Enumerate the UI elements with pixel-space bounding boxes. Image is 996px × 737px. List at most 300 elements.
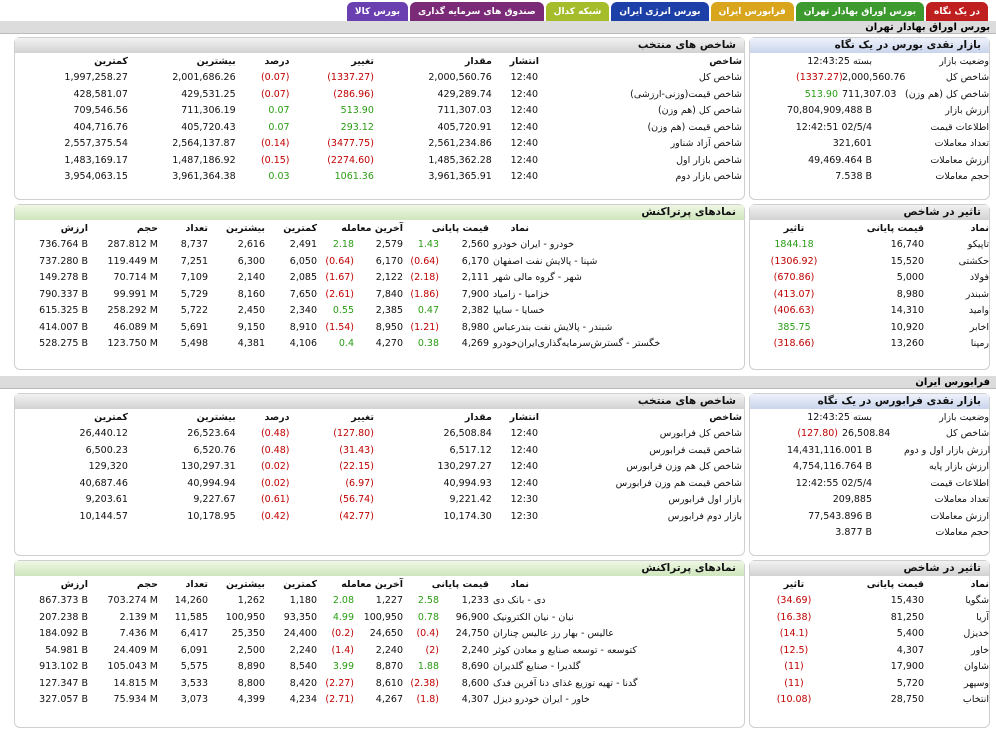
cell: 40,687.46	[79, 477, 128, 489]
value: 7.538 B	[835, 171, 873, 183]
cell: (2.38)	[410, 677, 439, 689]
impact-value: (14.1)	[779, 628, 809, 640]
cell: (22.15)	[339, 461, 374, 473]
header-row	[15, 220, 746, 237]
cell: 12:40	[510, 154, 539, 166]
cell: 129,320	[88, 461, 128, 473]
cell: 2.58	[417, 595, 439, 607]
cell: 1,180	[289, 595, 317, 607]
label: ارزش معاملات	[930, 510, 990, 522]
overview-row	[750, 136, 991, 153]
cell: 100,950	[363, 611, 403, 623]
cell: شاخص بازار دوم	[675, 171, 742, 183]
index-row[interactable]	[15, 119, 744, 136]
cell: شاخص کل فرابورس	[659, 428, 742, 440]
label: وضعیت بازار	[939, 55, 990, 67]
cell: 6,300	[237, 255, 265, 267]
impact-value: (11)	[784, 677, 804, 689]
traded-row[interactable]	[15, 609, 746, 626]
cell: 12:40	[510, 138, 539, 150]
cell: 0.07	[268, 105, 290, 117]
overview-row	[750, 426, 991, 443]
symbol: شگویا	[965, 595, 989, 607]
impact-row[interactable]	[750, 270, 991, 287]
section-title-ifb: فرابورس ایران	[0, 376, 996, 389]
change-value: (1337.27)	[796, 72, 843, 84]
cell: 5,729	[180, 288, 208, 300]
close-price: 10,920	[890, 321, 924, 333]
cell: 8,980	[461, 321, 489, 333]
value: 12:43:25 بسته	[807, 411, 873, 423]
cell: 24,650	[369, 628, 403, 640]
cell: 1.43	[417, 239, 439, 251]
cell: دی - بانک دی	[493, 595, 546, 607]
symbol: شاوان	[963, 661, 989, 673]
cell: 8,540	[289, 661, 317, 673]
close-price: 5,720	[896, 677, 924, 689]
cell: 70.714 M	[113, 272, 158, 284]
impact-value: (12.5)	[779, 644, 809, 656]
cell: (1.67)	[325, 272, 354, 284]
panel-title: شاخص های منتخب	[15, 38, 744, 53]
symbol: شبندر	[965, 288, 989, 300]
cell: 105.043 M	[107, 661, 158, 673]
cell: شاخص کل	[698, 72, 742, 84]
overview-row	[750, 86, 991, 103]
cell: 2,450	[237, 305, 265, 317]
cell: 8,160	[237, 288, 265, 300]
impact-row[interactable]	[750, 237, 991, 254]
traded-row[interactable]	[15, 692, 746, 709]
symbol: تاپیکو	[967, 239, 989, 251]
traded-row[interactable]	[15, 237, 746, 254]
cell: (2.27)	[325, 677, 354, 689]
impact-row[interactable]	[750, 303, 991, 320]
cell: شاخص قیمت(وزنی-ارزشی)	[630, 88, 742, 100]
cell: 0.07	[268, 121, 290, 133]
index-row[interactable]	[15, 475, 744, 492]
cell: 9,150	[237, 321, 265, 333]
cell: 2.139 M	[119, 611, 158, 623]
col-header: تاثیر	[783, 578, 805, 590]
cell: (56.74)	[339, 494, 374, 506]
header-row	[15, 53, 744, 70]
impact-value: (670.86)	[773, 272, 815, 284]
cell: 8,800	[237, 677, 265, 689]
cell: 207.238 B	[39, 611, 88, 623]
cell: (0.02)	[260, 461, 290, 473]
cell: 5,498	[180, 338, 208, 350]
col-header: کمترین	[283, 222, 317, 234]
cell: 0.03	[268, 171, 290, 183]
index-row[interactable]	[15, 86, 744, 103]
col-header: درصد	[264, 411, 290, 423]
cell: 12:40	[510, 88, 539, 100]
traded-row[interactable]	[15, 336, 746, 353]
cell: شبندر - پالایش نفت بندرعباس	[493, 321, 613, 333]
impact-row[interactable]	[750, 626, 991, 643]
cell: 9,227.67	[193, 494, 236, 506]
section-title-tse: بورس اوراق بهادار تهران	[0, 21, 996, 34]
overview-row	[750, 409, 991, 426]
impact-value: (318.66)	[773, 338, 815, 350]
cell: 3,961,364.38	[172, 171, 236, 183]
cell: 7.436 M	[119, 628, 158, 640]
impact-row[interactable]	[750, 675, 991, 692]
cell: (0.48)	[260, 428, 290, 440]
cell: (1337.27)	[327, 72, 374, 84]
overview-row	[750, 103, 991, 120]
cell: (1.8)	[416, 694, 439, 706]
traded-row[interactable]	[15, 675, 746, 692]
symbol: فولاد	[969, 272, 989, 284]
cell: 615.325 B	[39, 305, 88, 317]
cell: (31.43)	[339, 444, 374, 456]
tab-4[interactable]: شبکه کدال	[546, 2, 610, 22]
cell: 2,240	[375, 644, 403, 656]
cell: 184.092 B	[39, 628, 88, 640]
traded-row[interactable]	[15, 319, 746, 336]
col-header: کمترین	[94, 411, 128, 423]
cell: 1,227	[375, 595, 403, 607]
label: شاخص کل (هم وزن)	[904, 88, 990, 100]
cell: 3,073	[180, 694, 208, 706]
cell: 4,106	[289, 338, 317, 350]
cell: 96,900	[455, 611, 489, 623]
close-price: 15,520	[890, 255, 924, 267]
cell: 12:40	[510, 72, 539, 84]
cell: شاخص قیمت فرابورس	[649, 444, 742, 456]
cell: شاخص قیمت هم وزن فرابورس	[615, 477, 742, 489]
cell: 4,399	[237, 694, 265, 706]
cell: 100,950	[225, 611, 265, 623]
traded-row[interactable]	[15, 626, 746, 643]
close-price: 16,740	[890, 239, 924, 251]
label: تعداد معاملات	[934, 138, 990, 150]
cell: 6,500.23	[85, 444, 128, 456]
ifb-most-traded-panel	[14, 560, 745, 728]
impact-row[interactable]	[750, 692, 991, 709]
cell: 24.409 M	[113, 644, 158, 656]
tab-5[interactable]: صندوق های سرمایه گذاری	[410, 2, 544, 22]
impact-value: (406.63)	[773, 305, 815, 317]
cell: 711,307.03	[437, 105, 492, 117]
cell: 149.278 B	[39, 272, 88, 284]
cell: 26,508.84	[443, 428, 492, 440]
impact-row[interactable]	[750, 593, 991, 610]
overview-row	[750, 70, 991, 87]
cell: 24,400	[283, 628, 317, 640]
cell: 0.47	[417, 305, 439, 317]
overview-row	[750, 53, 991, 70]
col-header: قیمت پایانی	[866, 222, 924, 234]
label: ارزش بازار اول و دوم	[904, 444, 991, 456]
indices-table	[15, 53, 744, 185]
index-row[interactable]	[15, 508, 744, 525]
spacer	[750, 70, 794, 87]
cell: 2,111	[461, 272, 489, 284]
cell: 1,487,186.92	[172, 154, 236, 166]
cell: 528.275 B	[39, 338, 88, 350]
col-header: نماد	[970, 222, 989, 234]
col-header: تغییر	[351, 411, 374, 423]
traded-row[interactable]	[15, 270, 746, 287]
cell: (0.15)	[260, 154, 290, 166]
cell: 293.12	[340, 121, 374, 133]
index-row[interactable]	[15, 426, 744, 443]
cell: 6,517.12	[449, 444, 492, 456]
cell: خگستر - گسترش‌سرمایه‌گذاری‌ایران‌خودرو	[493, 338, 661, 350]
cell: 10,174.30	[443, 510, 492, 522]
close-price: 13,260	[890, 338, 924, 350]
tse-selected-indices-panel	[14, 37, 745, 200]
value: 12:42:55 02/5/4	[795, 477, 873, 489]
impact-table	[750, 220, 991, 352]
col-header: قیمت پایانی	[431, 222, 489, 234]
index-row[interactable]	[15, 70, 744, 87]
value: 26,508.84	[842, 428, 891, 440]
cell: 8,890	[237, 661, 265, 673]
overview-row	[750, 169, 991, 186]
label: حجم معاملات	[935, 171, 990, 183]
cell: 99.991 M	[113, 288, 158, 300]
cell: شاخص قیمت (هم وزن)	[647, 121, 742, 133]
col-header: ارزش	[60, 222, 88, 234]
col-header: کمترین	[283, 578, 317, 590]
impact-value: (1306.92)	[770, 255, 818, 267]
label: اطلاعات قیمت	[930, 121, 990, 133]
tab-2[interactable]: فرابورس ایران	[711, 2, 794, 22]
cell: 10,144.57	[79, 510, 128, 522]
cell: (42.77)	[339, 510, 374, 522]
cell: (3477.75)	[327, 138, 374, 150]
col-header: نماد	[510, 578, 529, 590]
col-header: مقدار	[464, 55, 492, 67]
traded-row[interactable]	[15, 253, 746, 270]
cell: 5,722	[180, 305, 208, 317]
symbol: وامید	[968, 305, 989, 317]
cell: 4,270	[375, 338, 403, 350]
close-price: 5,400	[896, 628, 924, 640]
cell: 8,690	[461, 661, 489, 673]
cell: 75.934 M	[113, 694, 158, 706]
traded-row[interactable]	[15, 303, 746, 320]
cell: 26,440.12	[79, 428, 128, 440]
close-price: 28,750	[890, 694, 924, 706]
cell: 7,251	[180, 255, 208, 267]
cell: (0.42)	[260, 510, 290, 522]
tab-6[interactable]: بورس کالا	[347, 2, 408, 22]
index-row[interactable]	[15, 492, 744, 509]
cell: کتوسعه - توسعه صنایع و معادن کوثر	[493, 644, 637, 656]
impact-row[interactable]	[750, 609, 991, 626]
col-header: نماد	[510, 222, 529, 234]
header-row	[750, 576, 991, 593]
value: 321,601	[832, 138, 873, 150]
impact-row[interactable]	[750, 319, 991, 336]
tab-0[interactable]: در یک نگاه	[926, 2, 988, 22]
cell: 40,994.93	[443, 477, 492, 489]
col-header: شاخص	[709, 55, 742, 67]
symbol: آریا	[976, 611, 989, 623]
impact-row[interactable]	[750, 336, 991, 353]
cell: 3,954,063.15	[64, 171, 128, 183]
cell: 25,350	[231, 628, 265, 640]
col-header: قیمت پایانی	[431, 578, 489, 590]
cell: 130,297.27	[437, 461, 492, 473]
cell: (0.48)	[260, 444, 290, 456]
cell: (0.61)	[260, 494, 290, 506]
index-row[interactable]	[15, 136, 744, 153]
label: شاخص کل	[945, 72, 990, 84]
index-row[interactable]	[15, 152, 744, 169]
col-header: آخرین معامله	[341, 222, 403, 234]
tab-1[interactable]: بورس اوراق بهادار تهران	[796, 2, 924, 22]
value: 14,431,116.001 B	[786, 444, 873, 456]
cell: (0.14)	[260, 138, 290, 150]
cell: گلدیرا - صنایع گلدیران	[493, 661, 581, 673]
header-row	[750, 220, 991, 237]
cell: 2,385	[375, 305, 403, 317]
cell: 1.88	[417, 661, 439, 673]
tab-3[interactable]: بورس انرژی ایران	[611, 2, 708, 22]
col-header: تعداد	[185, 578, 208, 590]
cell: 1,485,362.28	[428, 154, 492, 166]
impact-value: (10.08)	[776, 694, 812, 706]
cell: 736.764 B	[39, 239, 88, 251]
cell: 8,600	[461, 677, 489, 689]
cell: 2,557,375.54	[64, 138, 128, 150]
col-header: درصد	[264, 55, 290, 67]
impact-row[interactable]	[750, 286, 991, 303]
cell: 2,500	[237, 644, 265, 656]
label: وضعیت بازار	[939, 411, 990, 423]
cell: 4,234	[289, 694, 317, 706]
cell: (0.64)	[325, 255, 354, 267]
cell: 2,616	[237, 239, 265, 251]
cell: 2,560	[461, 239, 489, 251]
value: 2,000,560.76	[842, 72, 906, 84]
close-price: 8,980	[896, 288, 924, 300]
cell: 737.280 B	[39, 255, 88, 267]
col-header: ارزش	[60, 578, 88, 590]
cell: شاخص کل هم وزن فرابورس	[626, 461, 742, 473]
cell: شاخص بازار اول	[676, 154, 742, 166]
cell: 428,581.07	[73, 88, 128, 100]
impact-value: (413.07)	[773, 288, 815, 300]
col-header: تاثیر	[783, 222, 805, 234]
cell: بازار اول فرابورس	[668, 494, 742, 506]
impact-row[interactable]	[750, 253, 991, 270]
cell: 2,240	[289, 644, 317, 656]
panel-title: تاثیر در شاخص	[750, 205, 989, 220]
panel-title: نمادهای پرتراکنش	[15, 205, 744, 220]
cell: (0.2)	[331, 628, 354, 640]
value: 77,543.896 B	[808, 510, 873, 522]
cell: 7,650	[289, 288, 317, 300]
label: شاخص کل	[945, 428, 990, 440]
cell: 14,260	[174, 595, 208, 607]
cell: (0.64)	[410, 255, 439, 267]
cell: (1.86)	[410, 288, 439, 300]
change-value: (127.80)	[797, 428, 838, 440]
tse-market-overview-panel	[749, 37, 990, 200]
cell: 12:40	[510, 121, 539, 133]
cell: 2,561,234.86	[428, 138, 492, 150]
cell: (1.4)	[331, 644, 354, 656]
cell: 4,381	[237, 338, 265, 350]
impact-row[interactable]	[750, 642, 991, 659]
cell: 6,170	[375, 255, 403, 267]
traded-table	[15, 220, 746, 352]
cell: 258.292 M	[107, 305, 158, 317]
cell: 6,520.76	[193, 444, 236, 456]
index-row[interactable]	[15, 103, 744, 120]
col-header: بیشترین	[225, 578, 265, 590]
cell: 2,001,686.26	[172, 72, 236, 84]
cell: 127.347 B	[39, 677, 88, 689]
impact-value: 385.75	[777, 321, 811, 333]
tab-bar	[347, 2, 988, 22]
traded-row[interactable]	[15, 286, 746, 303]
close-price: 17,900	[890, 661, 924, 673]
col-header: انتشار	[509, 411, 540, 423]
cell: 0.38	[417, 338, 439, 350]
index-row[interactable]	[15, 442, 744, 459]
tse-most-traded-panel	[14, 204, 745, 370]
tse-index-impact-panel	[749, 204, 990, 370]
cell: 54.981 B	[45, 644, 88, 656]
spacer	[750, 426, 794, 443]
traded-row[interactable]	[15, 593, 746, 610]
cell: 11,585	[174, 611, 208, 623]
value: 3.877 B	[835, 527, 873, 539]
cell: 5,575	[180, 661, 208, 673]
cell: (127.80)	[333, 428, 374, 440]
cell: خاور - ایران خودرو دیزل	[493, 694, 590, 706]
cell: 405,720.43	[181, 121, 236, 133]
cell: 6,417	[180, 628, 208, 640]
cell: 0.78	[417, 611, 439, 623]
value: 711,307.03	[842, 88, 897, 100]
traded-row[interactable]	[15, 642, 746, 659]
header-row	[15, 409, 744, 426]
cell: شپنا - پالایش نفت اصفهان	[493, 255, 598, 267]
index-row[interactable]	[15, 459, 744, 476]
traded-row[interactable]	[15, 659, 746, 676]
value: 49,469.464 B	[808, 154, 873, 166]
cell: 287.812 M	[107, 239, 158, 251]
cell: 867.373 B	[39, 595, 88, 607]
cell: 2,382	[461, 305, 489, 317]
cell: 12:40	[510, 444, 539, 456]
cell: 8,610	[375, 677, 403, 689]
symbol: رمپنا	[970, 338, 989, 350]
cell: (2.61)	[325, 288, 354, 300]
index-row[interactable]	[15, 169, 744, 186]
cell: 429,531.25	[181, 88, 236, 100]
symbol: انتخاب	[962, 694, 989, 706]
cell: (0.07)	[260, 72, 290, 84]
value: 12:42:51 02/5/4	[795, 121, 873, 133]
label: ارزش بازار	[945, 105, 990, 117]
panel-title: بازار نقدی بورس در یک نگاه	[750, 38, 989, 53]
cell: 7,900	[461, 288, 489, 300]
impact-row[interactable]	[750, 659, 991, 676]
symbol: خاور	[971, 644, 989, 656]
cell: 8,870	[375, 661, 403, 673]
cell: 2,240	[461, 644, 489, 656]
